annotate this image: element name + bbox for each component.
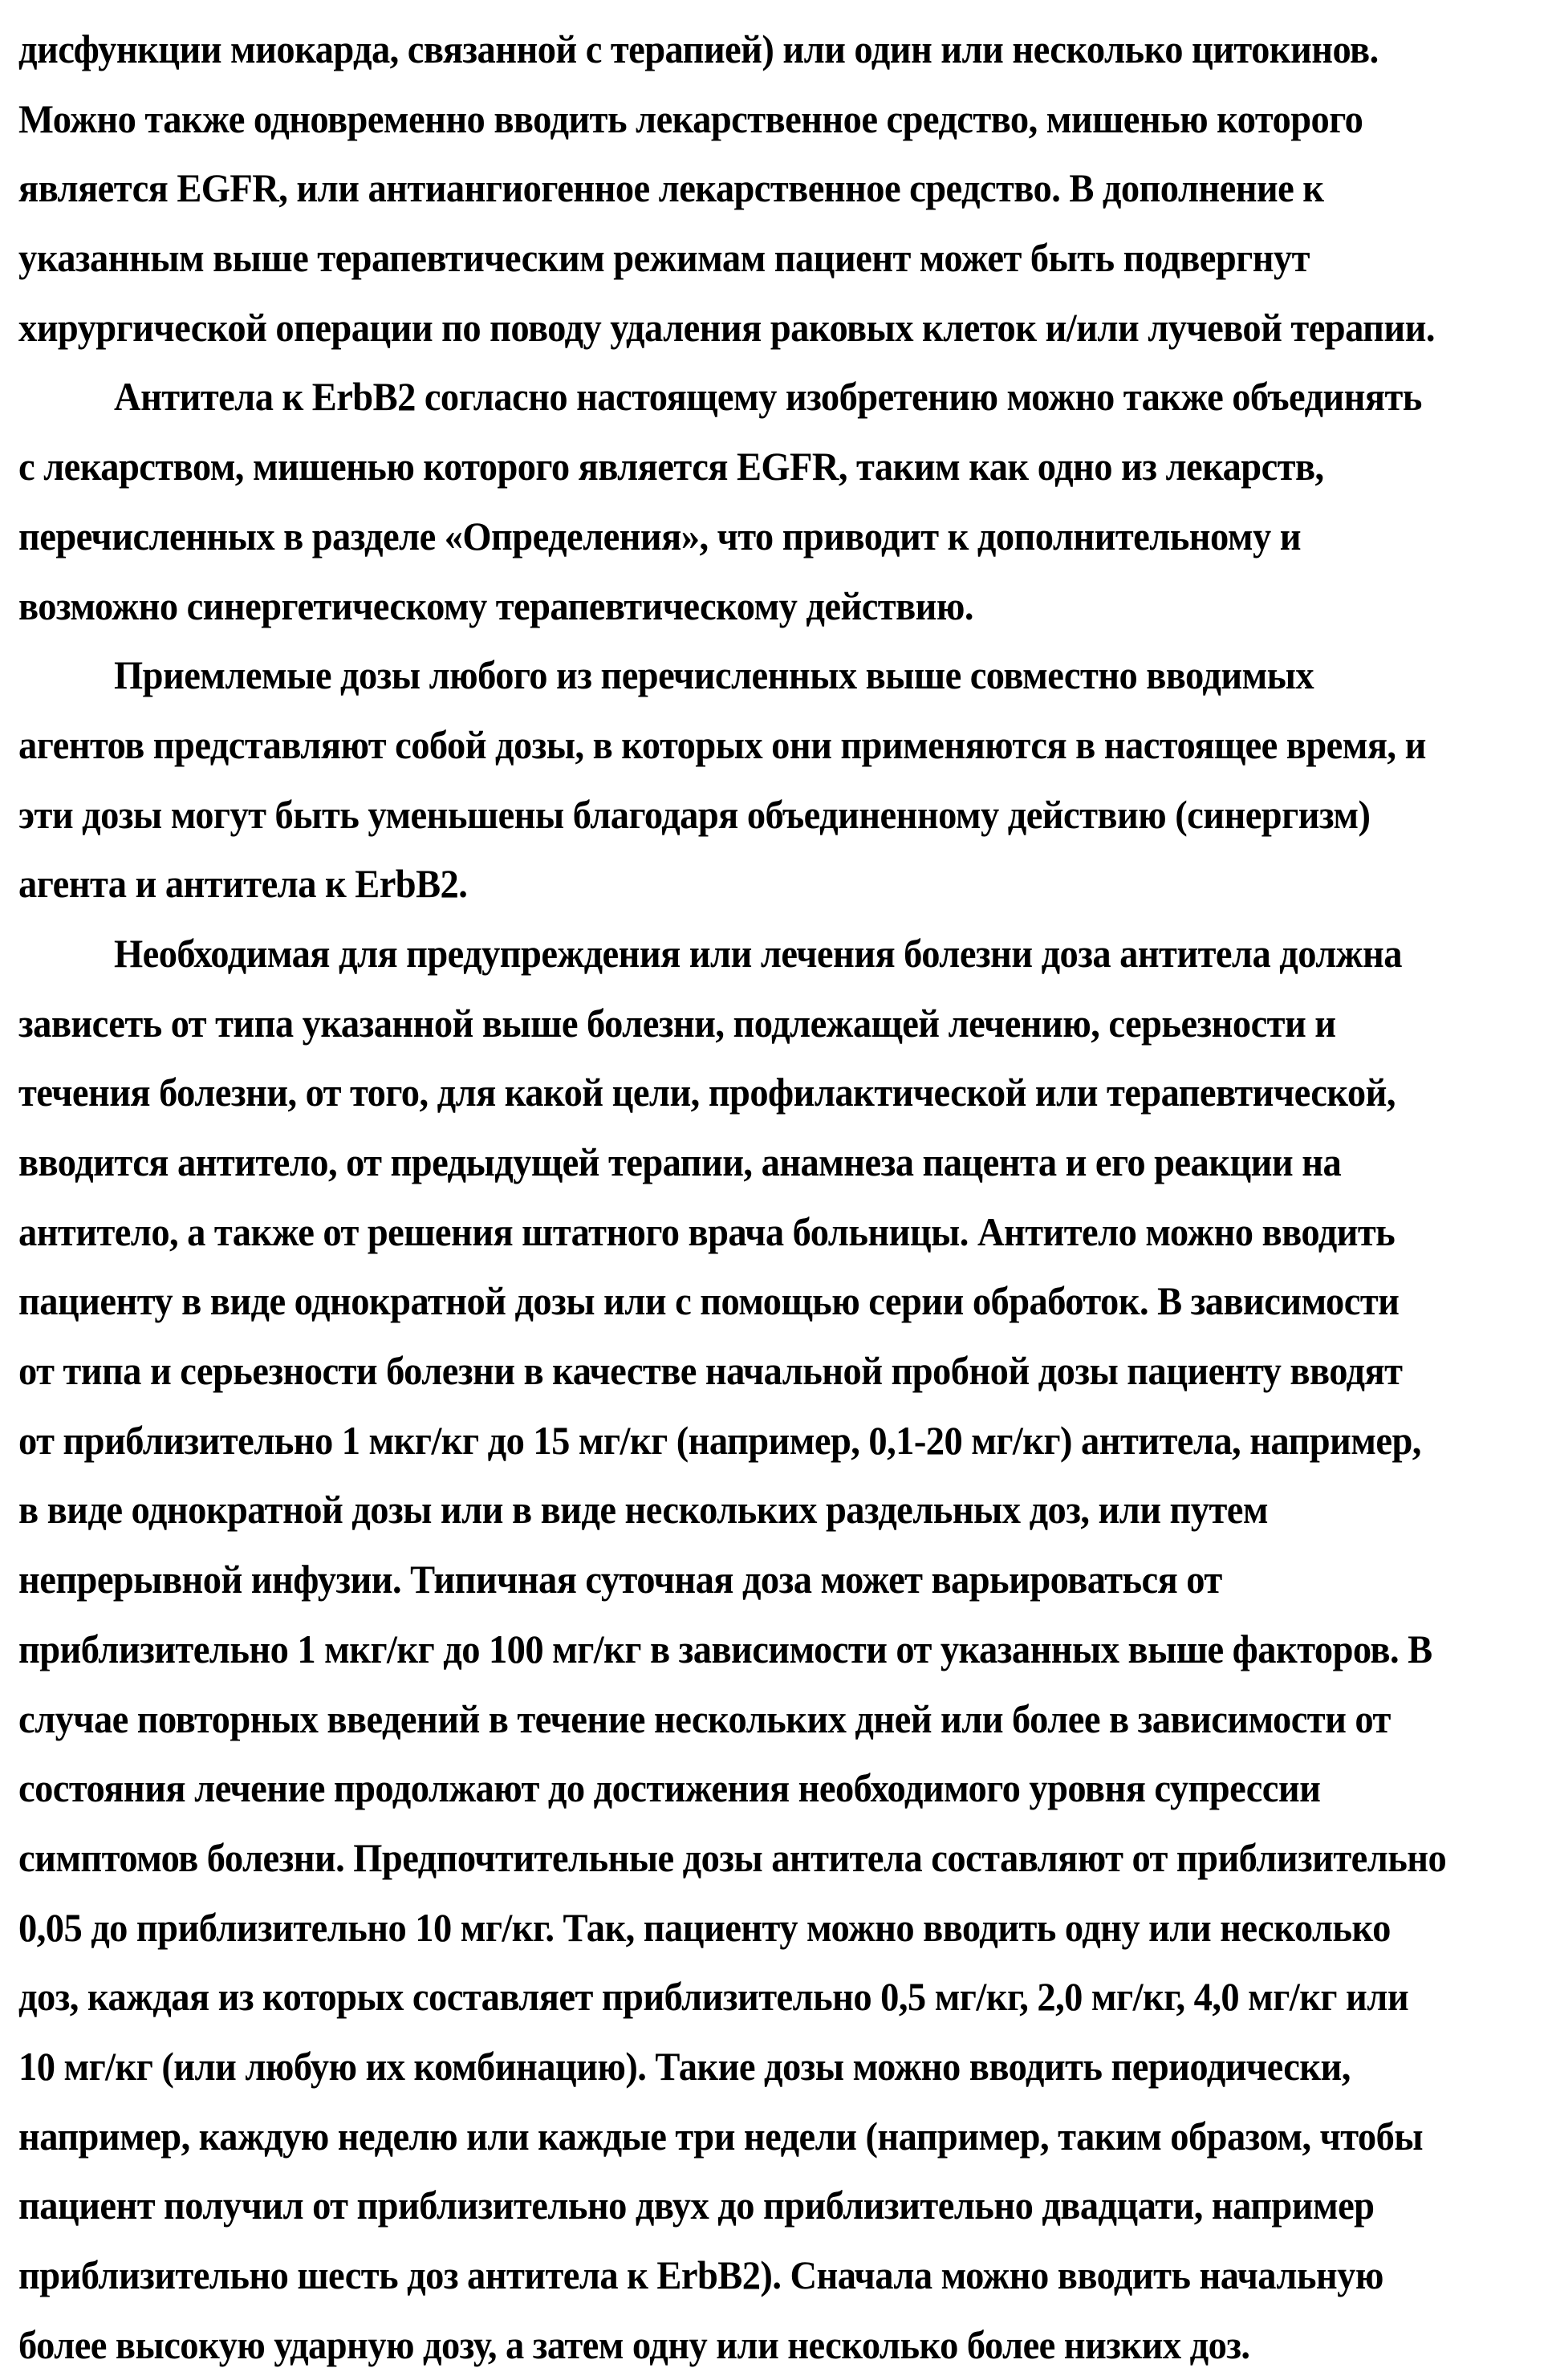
text-line: непрерывной инфузии. Типичная суточная доза может варьироваться от bbox=[18, 1557, 1222, 1602]
text-line: указанным выше терапевтическим режимам пациент может быть подвергнут bbox=[18, 235, 1310, 281]
text-line: доз, каждая из которых составляет приблизительно 0,5 мг/кг, 2,0 мг/кг, 4,0 мг/кг или bbox=[18, 1974, 1409, 2020]
text-line: Приемлемые дозы любого из перечисленных выше совместно вводимых bbox=[114, 652, 1314, 698]
text-line: течения болезни, от того, для какой цели, профилактической или терапевтической, bbox=[18, 1070, 1396, 1115]
text-line: дисфункции миокарда, связанной с терапией) или один или несколько цитокинов. bbox=[18, 26, 1379, 71]
text-line: Можно также одновременно вводить лекарственное средство, мишенью которого bbox=[18, 95, 1363, 141]
text-line: пациенту в виде однократной дозы или с помощью серии обработок. В зависимости bbox=[18, 1278, 1400, 1324]
text-line: Антитела к ErbB2 согласно настоящему изобретению можно также объединять bbox=[114, 374, 1422, 420]
text-line: агента и антитела к ErbB2. bbox=[18, 861, 468, 907]
text-line: возможно синергетическому терапевтическому действию. bbox=[18, 583, 973, 628]
text-line: состояния лечение продолжают до достижения необходимого уровня супрессии bbox=[18, 1765, 1321, 1811]
text-line: эти дозы могут быть уменьшены благодаря объединенному действию (синергизм) bbox=[18, 791, 1371, 837]
text-line: перечисленных в разделе «Определения», что приводит к дополнительному и bbox=[18, 513, 1301, 558]
text-line: 0,05 до приблизительно 10 мг/кг. Так, пациенту можно вводить одну или несколько bbox=[18, 1904, 1391, 1950]
paragraph-4-dosage bbox=[18, 919, 1535, 2379]
text-line: агентов представляют собой дозы, в которых они применяются в настоящее время, и bbox=[18, 721, 1426, 767]
text-line: приблизительно 1 мкг/кг до 100 мг/кг в зависимости от указанных выше факторов. В bbox=[18, 1626, 1432, 1671]
text-line: 10 мг/кг (или любую их комбинацию). Такие дозы можно вводить периодически, bbox=[18, 2043, 1351, 2089]
text-line: антитело, а также от решения штатного врача больницы. Антитело можно вводить bbox=[18, 1208, 1396, 1254]
text-line: например, каждую неделю или каждые три недели (например, таким образом, чтобы bbox=[18, 2113, 1424, 2159]
text-line: от приблизительно 1 мкг/кг до 15 мг/кг (например, 0,1-20 мг/кг) антитела, например, bbox=[18, 1417, 1421, 1463]
text-line: пациент получил от приблизительно двух до приблизительно двадцати, например bbox=[18, 2183, 1375, 2228]
paragraph-1-continuation bbox=[18, 14, 1535, 362]
text-line: Необходимая для предупреждения или лечения болезни доза антитела должна bbox=[114, 930, 1402, 976]
document-page bbox=[18, 14, 1535, 2379]
text-line: приблизительно шесть доз антитела к ErbB2). Сначала можно вводить начальную bbox=[18, 2252, 1383, 2297]
text-line: является EGFR, или антиангиогенное лекарственное средство. В дополнение к bbox=[18, 165, 1324, 211]
text-line: случае повторных введений в течение нескольких дней или более в зависимости от bbox=[18, 1696, 1391, 1741]
text-line: вводится антитело, от предыдущей терапии, анамнеза пацента и его реакции на bbox=[18, 1139, 1342, 1184]
paragraph-3-doses bbox=[18, 640, 1535, 919]
text-line: более высокую ударную дозу, а затем одну или несколько более низких доз. bbox=[18, 2321, 1250, 2367]
text-line: хирургической операции по поводу удаления раковых клеток и/или лучевой терапии. bbox=[18, 304, 1435, 350]
paragraph-2-combination bbox=[18, 362, 1535, 640]
text-line: зависеть от типа указанной выше болезни, подлежащей лечению, серьезности и bbox=[18, 1000, 1336, 1046]
text-line: с лекарством, мишенью которого является EGFR, таким как одно из лекарств, bbox=[18, 444, 1324, 489]
text-line: симптомов болезни. Предпочтительные дозы антитела составляют от приблизительно bbox=[18, 1834, 1447, 1880]
text-line: от типа и серьезности болезни в качестве начальной пробной дозы пациенту вводят bbox=[18, 1348, 1403, 1394]
text-line: в виде однократной дозы или в виде нескольких раздельных доз, или путем bbox=[18, 1487, 1268, 1533]
